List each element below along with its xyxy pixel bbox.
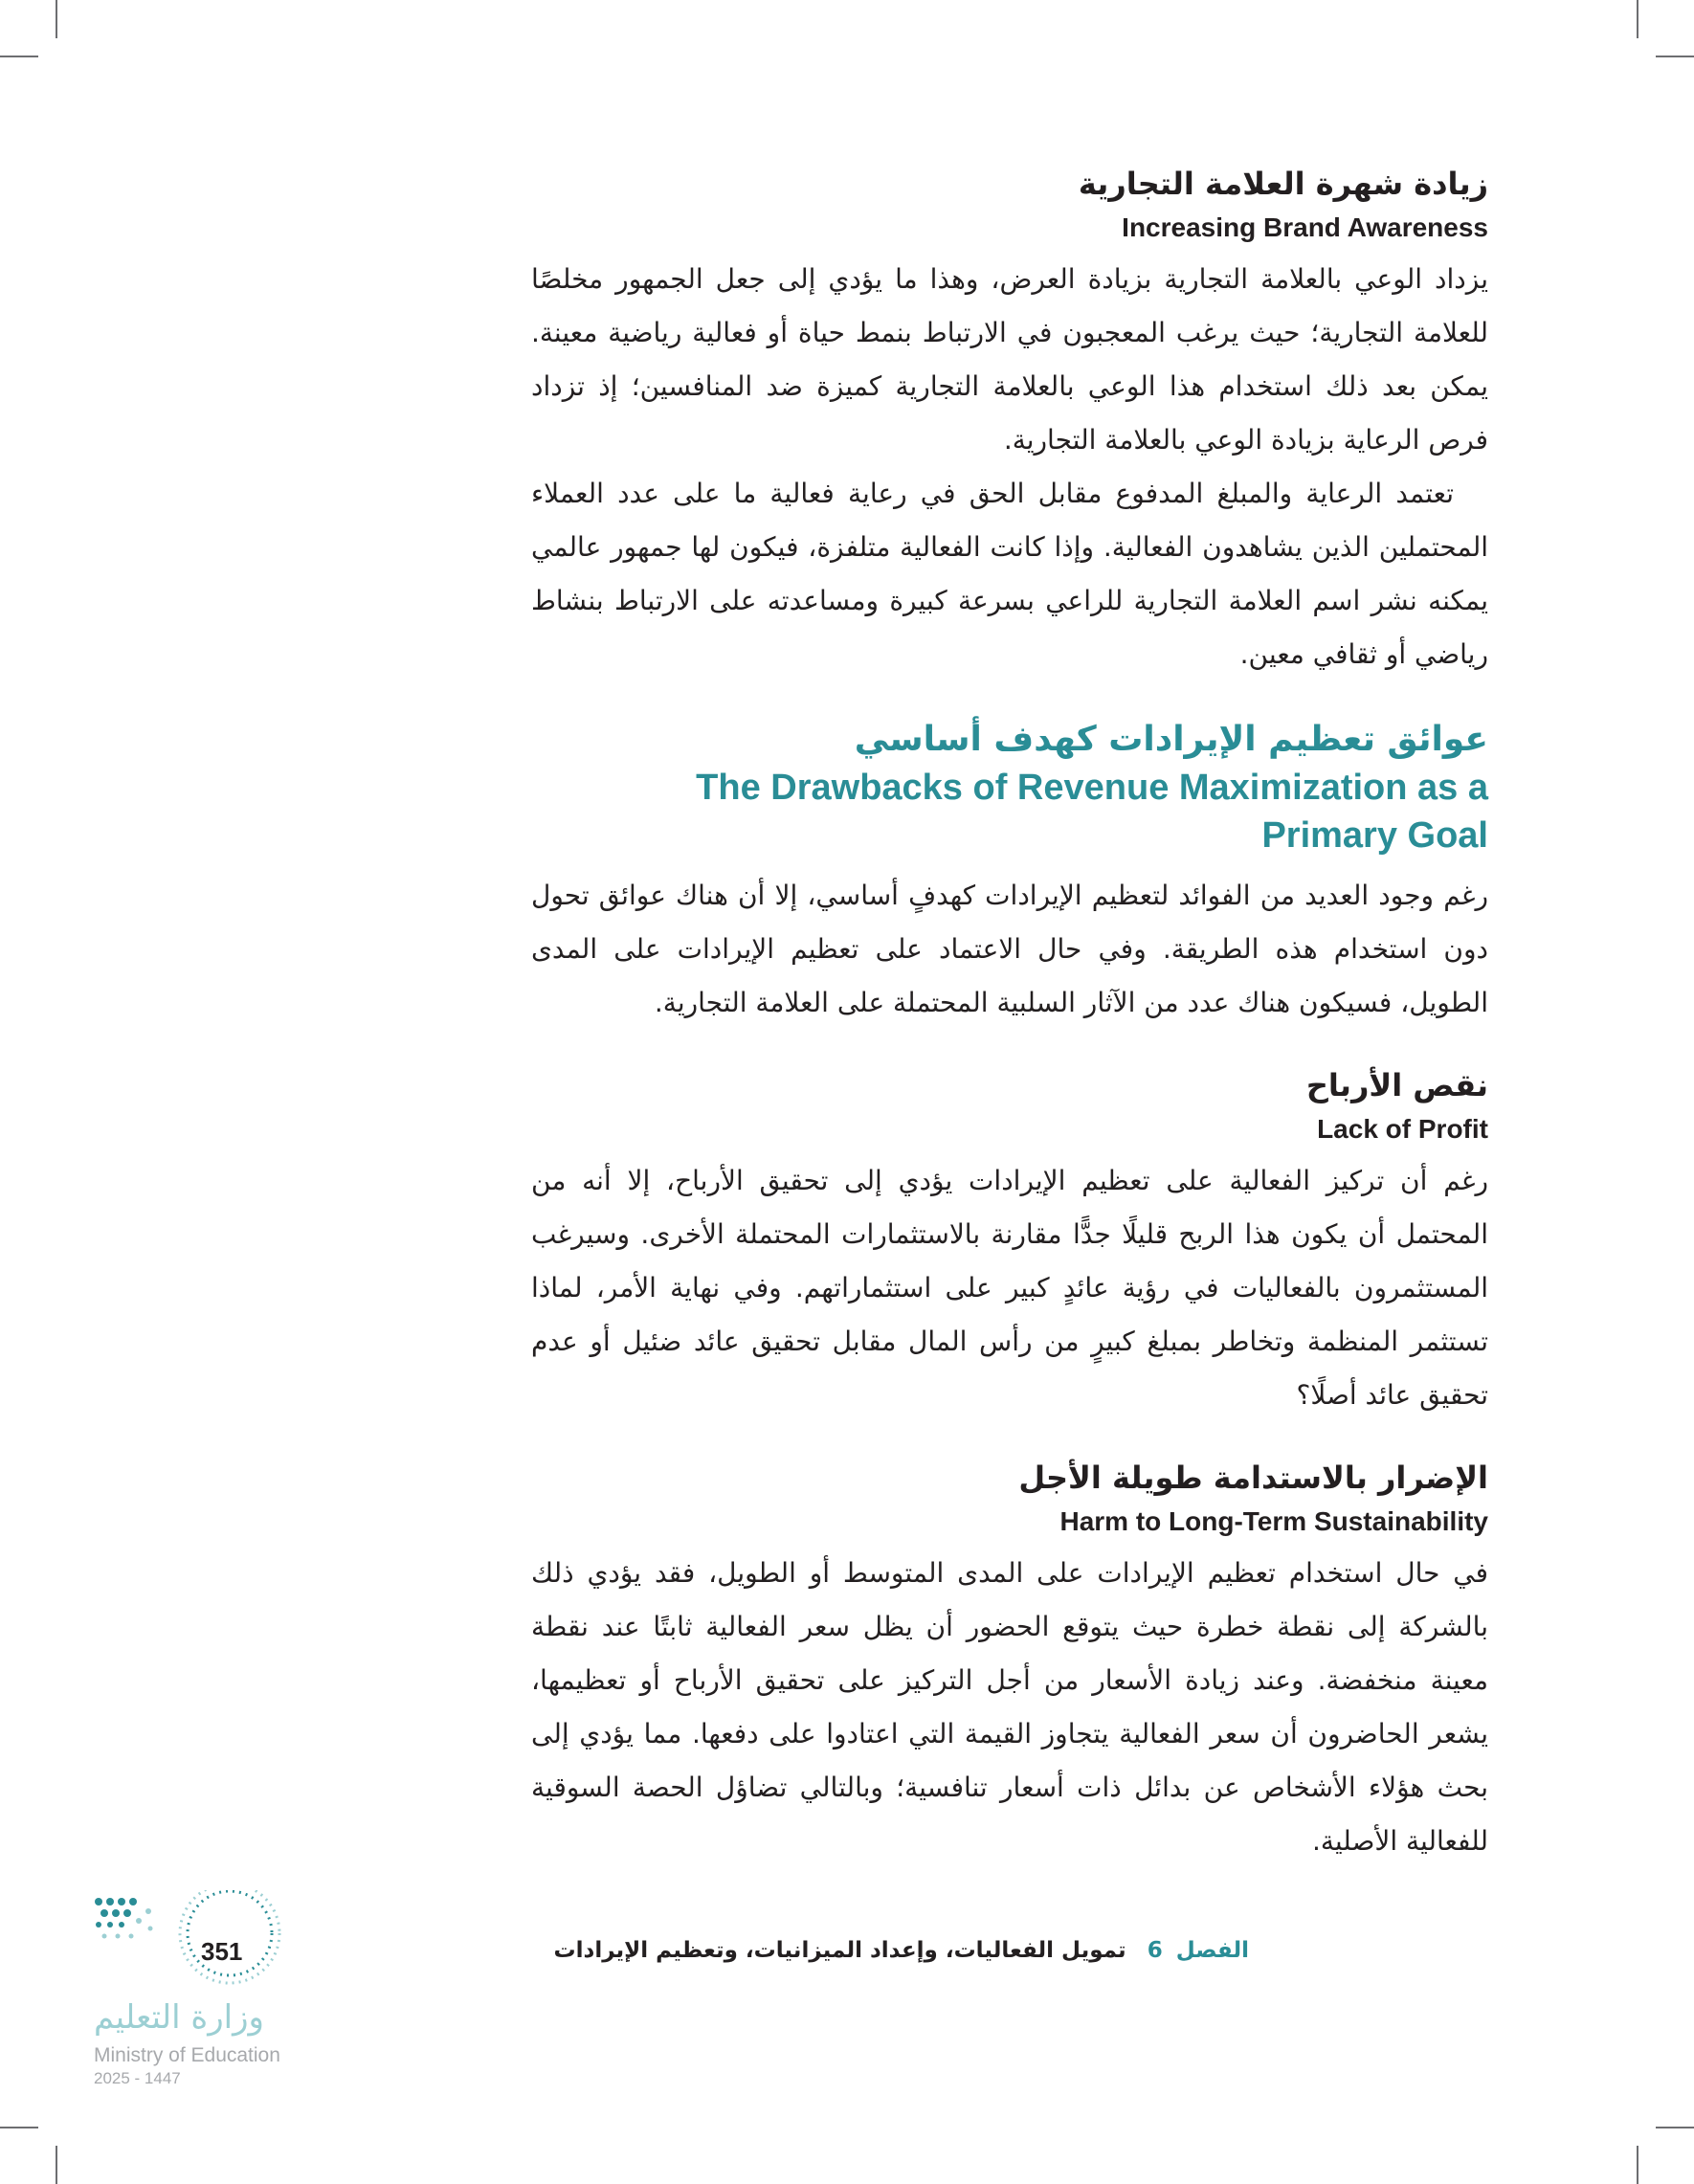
subtitle-line: The Drawbacks of Revenue Maximization as a — [696, 768, 1488, 808]
section-title-sustainability: الإضرار بالاستدامة طويلة الأجل — [1018, 1460, 1488, 1496]
section-subtitle-sustainability: Harm to Long-Term Sustainability — [1059, 1506, 1488, 1536]
section-title-brand-awareness: زيادة شهرة العلامة التجارية — [1078, 166, 1488, 202]
chapter-number: 6 — [1147, 1938, 1163, 1963]
page-content — [531, 163, 1488, 1868]
ministry-year: 2025 - 1447 — [94, 2069, 181, 2087]
paragraph: رغم أن تركيز الفعالية على تعظيم الإيرادات يؤدي إلى تحقيق الأرباح، إلا أنه من المحتمل أن يكون هذا الربح قليلًا جدًّا مقارنة بالاستثمارات المحتملة الأخرى. وسيرغب المستثمرون بالفعاليات في رؤية عائدٍ كبير على استثماراتهم. وفي نهاية الأمر، لماذا تستثمر المنظمة وتخاطر بمبلغ كبيرٍ من رأس المال مقابل تحقيق عائد ضئيل أو عدم تحقيق عائد أصلًا؟ — [531, 1165, 1488, 1411]
subtitle-line: Primary Goal — [1261, 815, 1488, 856]
section-title-drawbacks: عوائق تعظيم الإيرادات كهدف أساسي — [854, 720, 1488, 759]
paragraph: رغم وجود العديد من الفوائد لتعظيم الإيرادات كهدفٍ أساسي، إلا أن هناك عوائق تحول دون استخدام هذه الطريقة. وفي حال الاعتماد على تعظيم الإيرادات على المدى الطويل، فسيكون هناك عدد من الآثار السلبية المحتملة على العلامة التجارية. — [531, 880, 1488, 1018]
section-subtitle-drawbacks — [531, 764, 1488, 859]
paragraph: في حال استخدام تعظيم الإيرادات على المدى المتوسط أو الطويل، فقد يؤدي ذلك بالشركة إلى نقطة خطرة حيث يتوقع الحضور أن يظل سعر الفعالية ثابتًا عند نقطة معينة منخفضة. وعند زيادة الأسعار من أجل التركيز على تحقيق الأرباح أو تعظيمها، يشعر الحاضرون أن سعر الفعالية يتجاوز القيمة التي اعتادوا على دفعها. مما يؤدي إلى بحث هؤلاء الأشخاص عن بدائل ذات أسعار تنافسية؛ وبالتالي تضاؤل الحصة السوقية للفعالية الأصلية. — [531, 1557, 1488, 1857]
ministry-name-ar: وزارة التعليم — [94, 1998, 264, 2037]
chapter-label: الفصل — [1175, 1938, 1249, 1963]
crop-mark — [1656, 2127, 1694, 2128]
section-subtitle-brand-awareness: Increasing Brand Awareness — [1122, 212, 1488, 242]
section-subtitle-lack-of-profit: Lack of Profit — [1317, 1114, 1488, 1144]
paragraph: تعتمد الرعاية والمبلغ المدفوع مقابل الحق في رعاية فعالية ما على عدد العملاء المحتملين الذين يشاهدون الفعالية. وإذا كانت الفعالية متلفزة، فيكون لها جمهور عالمي يمكنه نشر اسم العلامة التجارية للراعي بسرعة كبيرة ومساعدته على الارتباط بنشاط رياضي أو ثقافي معين. — [531, 478, 1488, 670]
chapter-footer — [536, 1938, 1249, 1963]
chapter-title: تمويل الفعاليات، وإعداد الميزانيات، وتعظيم الإيرادات — [553, 1938, 1126, 1963]
crop-mark — [1637, 2146, 1638, 2184]
crop-mark — [0, 56, 38, 57]
crop-mark — [1637, 0, 1638, 38]
crop-mark — [0, 2127, 38, 2128]
paragraph: يزداد الوعي بالعلامة التجارية بزيادة العرض، وهذا ما يؤدي إلى جعل الجمهور مخلصًا للعلامة التجارية؛ حيث يرغب المعجبون في الارتباط بنمط حياة أو فعالية رياضية معينة. يمكن بعد ذلك استخدام هذا الوعي بالعلامة التجارية كميزة ضد المنافسين؛ إذ تزداد فرص الرعاية بزيادة الوعي بالعلامة التجارية. — [531, 263, 1488, 456]
crop-mark — [56, 0, 57, 38]
section-title-lack-of-profit: نقص الأرباح — [1305, 1067, 1488, 1103]
page-number: 351 — [201, 1937, 243, 1966]
crop-mark — [1656, 56, 1694, 57]
ministry-name-en: Ministry of Education — [94, 2044, 280, 2066]
crop-mark — [56, 2146, 57, 2184]
